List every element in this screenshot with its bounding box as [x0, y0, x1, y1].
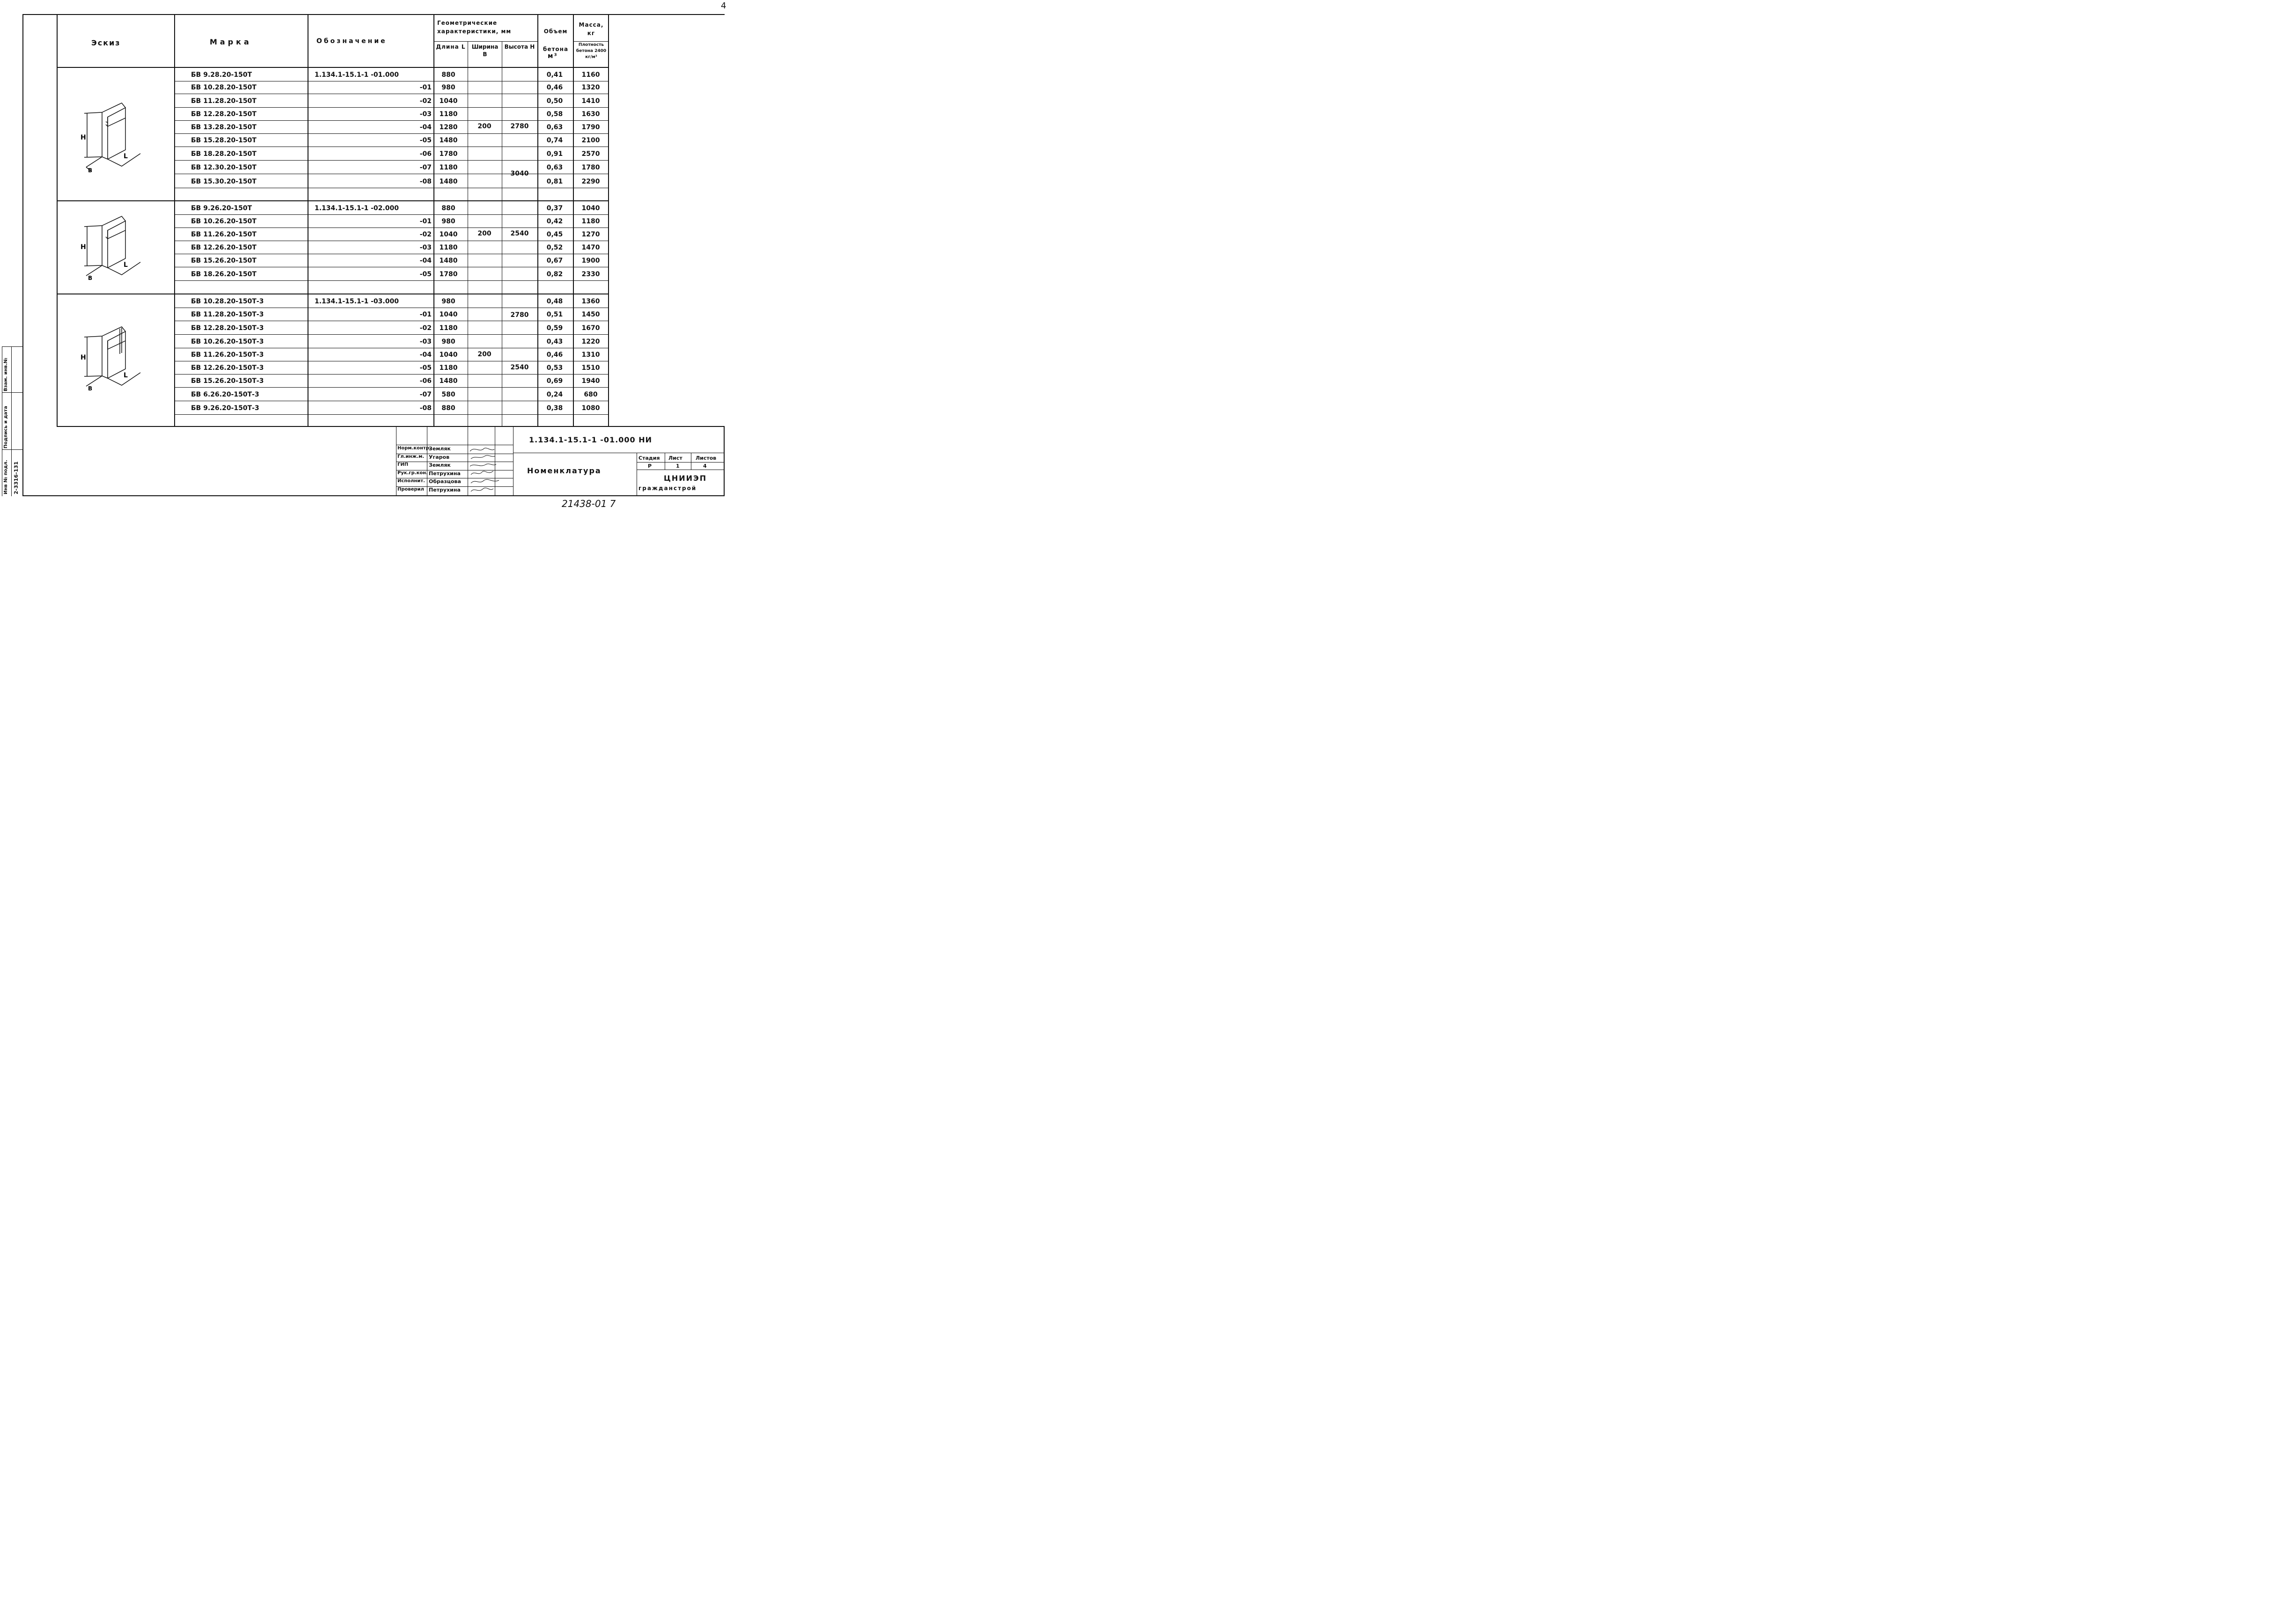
group3-height-a: 2780: [510, 311, 529, 319]
row-mark: БВ 9.28.20-150Т: [191, 71, 252, 79]
row-designation-suffix: -03: [419, 110, 432, 118]
row-designation-suffix: -06: [419, 377, 432, 385]
row-line: [174, 107, 609, 108]
row-mass: 1310: [581, 351, 600, 359]
row-length: 980: [441, 84, 455, 91]
row-volume: 0,91: [546, 150, 563, 158]
header-density: Плотность бетона 2400 кг/м³: [576, 43, 607, 59]
sheet-number: 4: [721, 1, 726, 11]
side-signature-date: Подпись и дата: [3, 406, 8, 448]
frame-right: [724, 426, 725, 496]
row-length: 1780: [439, 150, 458, 158]
svg-text:L: L: [124, 372, 128, 379]
org-name: ЦНИИЭП: [664, 474, 707, 483]
row-designation-suffix: -02: [419, 97, 432, 105]
row-mass: 1470: [581, 244, 600, 251]
row-mark: БВ 15.26.20-150Т: [191, 257, 257, 264]
row-length: 880: [441, 205, 455, 212]
group-separator-1: [57, 200, 609, 201]
row-line: [174, 414, 609, 415]
side-inv-repl: Взам. инв.№: [3, 358, 8, 391]
row-length: 1180: [439, 364, 458, 372]
side-line: [2, 346, 22, 347]
tb-name: Петрухина: [429, 486, 461, 493]
row-mark: БВ 11.28.20-150Т-3: [191, 311, 264, 318]
row-mark: БВ 11.26.20-150Т: [191, 231, 257, 238]
row-mark: БВ 11.26.20-150Т-3: [191, 351, 264, 359]
row-mark: БВ 11.28.20-150Т: [191, 97, 257, 105]
row-length: 1040: [439, 311, 458, 318]
row-mark: БВ 13.28.20-150Т: [191, 124, 257, 131]
row-length: 880: [441, 404, 455, 412]
row-volume: 0,38: [546, 404, 563, 412]
row-volume: 0,67: [546, 257, 563, 264]
row-volume: 0,48: [546, 298, 563, 305]
row-length: 980: [441, 218, 455, 225]
group1-height-b: 3040: [510, 170, 529, 177]
row-mark: БВ 10.26.20-150Т: [191, 218, 257, 225]
row-length: 1480: [439, 257, 458, 264]
row-mass: 2330: [581, 271, 600, 278]
row-line: [174, 133, 609, 134]
side-inv-orig: Инв № подл.: [3, 460, 8, 494]
header-sketch: Эскиз: [91, 38, 121, 47]
row-volume: 0,58: [546, 110, 563, 118]
row-mark: БВ 10.28.20-150Т: [191, 84, 257, 91]
row-designation-suffix: -04: [419, 257, 432, 264]
row-mark: БВ 10.28.20-150Т-3: [191, 298, 264, 305]
row-designation-suffix: -05: [419, 271, 432, 278]
tb-role: ГИП: [397, 462, 409, 467]
header-volume-unit: м³: [548, 52, 558, 60]
row-designation-suffix: -07: [419, 391, 432, 398]
row-mass: 1630: [581, 110, 600, 118]
row-designation-suffix: -05: [419, 364, 432, 372]
row-mass: 1270: [581, 231, 600, 238]
row-mark: БВ 10.26.20-150Т-3: [191, 338, 264, 345]
row-designation-suffix: -08: [419, 404, 432, 412]
svg-text:H: H: [81, 243, 86, 251]
row-mass: 680: [584, 391, 598, 398]
row-designation: 1.134.1-15.1-1 -01.000: [315, 71, 399, 79]
row-length: 1180: [439, 164, 458, 171]
row-mass: 1450: [581, 311, 600, 318]
svg-text:B: B: [88, 167, 93, 174]
table-left: [57, 14, 58, 427]
svg-text:L: L: [124, 261, 128, 269]
row-mass: 1160: [581, 71, 600, 79]
row-designation-suffix: -01: [419, 218, 432, 225]
row-volume: 0,69: [546, 377, 563, 385]
header-length: Длина L: [436, 44, 466, 50]
svg-text:B: B: [88, 385, 93, 392]
svg-text:L: L: [124, 153, 128, 160]
row-mark: БВ 12.26.20-150Т-3: [191, 364, 264, 372]
row-mass: 1790: [581, 124, 600, 131]
row-mass: 2290: [581, 178, 600, 185]
row-designation: 1.134.1-15.1-1 -02.000: [315, 205, 399, 212]
row-mass: 1940: [581, 377, 600, 385]
tb-role: Проверил: [397, 486, 424, 492]
row-mark: БВ 12.28.20-150Т: [191, 110, 257, 118]
row-volume: 0,43: [546, 338, 563, 345]
row-length: 880: [441, 71, 455, 79]
stage-label: Стадия: [638, 455, 660, 461]
sheets-label: Листов: [696, 455, 717, 461]
sketch-label-h: H: [81, 134, 86, 141]
header-designation: Обозначение: [316, 37, 387, 45]
tb-role: Гл.инж.м.: [397, 454, 425, 459]
row-designation-suffix: -06: [419, 150, 432, 158]
sketch-block-3: [75, 322, 145, 392]
row-volume: 0,59: [546, 324, 563, 332]
header-geometry: Геометрические характеристики, мм: [437, 20, 512, 35]
svg-text:H: H: [81, 354, 86, 361]
row-length: 1280: [439, 124, 458, 131]
row-length: 1480: [439, 137, 458, 144]
row-mass: 1080: [581, 404, 600, 412]
row-length: 1480: [439, 178, 458, 185]
row-volume: 0,63: [546, 124, 563, 131]
row-mark: БВ 12.28.20-150Т-3: [191, 324, 264, 332]
row-designation-suffix: -04: [419, 124, 432, 131]
tb-name: Земляк: [429, 446, 451, 452]
row-length: 980: [441, 298, 455, 305]
row-volume: 0,50: [546, 97, 563, 105]
group2-width: 200: [477, 230, 491, 237]
row-mark: БВ 18.26.20-150Т: [191, 271, 257, 278]
group3-width: 200: [477, 351, 491, 358]
side-line: [2, 449, 22, 450]
row-volume: 0,53: [546, 364, 563, 372]
row-line: [174, 334, 609, 335]
frame-bottom: [22, 495, 725, 496]
tb-name: Образцова: [429, 478, 461, 485]
row-mass: 1670: [581, 324, 600, 332]
row-volume: 0,51: [546, 311, 563, 318]
group1-height-a: 2780: [510, 123, 529, 130]
sketch-block-2: [75, 212, 145, 282]
tb-role: Рук.гр.кон.: [397, 470, 428, 476]
row-line: [174, 374, 609, 375]
row-volume: 0,42: [546, 218, 563, 225]
row-volume: 0,46: [546, 84, 563, 91]
row-designation-suffix: -03: [419, 244, 432, 251]
row-volume: 0,37: [546, 205, 563, 212]
row-volume: 0,63: [546, 164, 563, 171]
row-volume: 0,81: [546, 178, 563, 185]
svg-text:B: B: [88, 275, 93, 281]
row-designation-suffix: -05: [419, 137, 432, 144]
row-length: 1180: [439, 110, 458, 118]
doc-title: Номенклатура: [527, 466, 602, 475]
sheets-value: 4: [703, 463, 707, 469]
header-mark: Марка: [210, 37, 252, 46]
doc-code: 1.134.1-15.1-1 -01.000 НИ: [529, 435, 653, 444]
row-length: 580: [441, 391, 455, 398]
footer-number: 21438-01 7: [562, 498, 616, 509]
group2-height: 2540: [510, 230, 529, 237]
row-mass: 1180: [581, 218, 600, 225]
row-mass: 1780: [581, 164, 600, 171]
tb-role: Исполнит.: [397, 478, 425, 484]
row-length: 1040: [439, 231, 458, 238]
side-line: [11, 346, 12, 496]
sheet-value: 1: [676, 463, 680, 469]
header-bottom: [57, 67, 609, 68]
header-volume: Объем бетона: [543, 28, 569, 52]
row-mark: БВ 9.26.20-150Т-3: [191, 404, 259, 412]
row-line: [174, 160, 609, 161]
row-mass: 1510: [581, 364, 600, 372]
table-bottom: [57, 426, 725, 427]
row-length: 1480: [439, 377, 458, 385]
row-mass: 2570: [581, 150, 600, 158]
row-designation-suffix: -02: [419, 231, 432, 238]
tb-name: Угаров: [429, 454, 450, 460]
row-volume: 0,82: [546, 271, 563, 278]
row-mass: 1220: [581, 338, 600, 345]
row-line: [174, 214, 609, 215]
tb-role: Норм.контр.: [397, 446, 431, 451]
row-designation-suffix: -02: [419, 324, 432, 332]
row-mark: БВ 12.30.20-150Т: [191, 164, 257, 171]
row-volume: 0,24: [546, 391, 563, 398]
header-height: Высота H: [504, 44, 535, 50]
frame-left: [22, 14, 23, 496]
row-volume: 0,74: [546, 137, 563, 144]
row-mass: 1900: [581, 257, 600, 264]
mass-subheader-line: [573, 41, 609, 42]
row-length: 1040: [439, 351, 458, 359]
row-length: 1180: [439, 244, 458, 251]
row-mark: БВ 15.28.20-150Т: [191, 137, 257, 144]
row-line: [174, 280, 609, 281]
header-width: Ширина B: [471, 44, 499, 58]
row-mass: 1320: [581, 84, 600, 91]
row-designation-suffix: -08: [419, 178, 432, 185]
tb-name: Земляк: [429, 462, 451, 468]
row-designation-suffix: -04: [419, 351, 432, 359]
header-mass: Масса, кг: [579, 22, 604, 37]
stage-value: Р: [648, 463, 652, 469]
row-designation-suffix: -01: [419, 84, 432, 91]
row-volume: 0,52: [546, 244, 563, 251]
row-designation-suffix: -07: [419, 164, 432, 171]
org-name-2: гражданстрой: [638, 485, 697, 492]
row-mass: 2100: [581, 137, 600, 144]
row-mass: 1410: [581, 97, 600, 105]
row-designation-suffix: -03: [419, 338, 432, 345]
sheet-label: Лист: [668, 455, 682, 461]
frame-top: [22, 14, 725, 15]
row-mass: 1040: [581, 205, 600, 212]
tb-name: Петрухина: [429, 470, 461, 477]
row-mark: БВ 18.28.20-150Т: [191, 150, 257, 158]
row-length: 980: [441, 338, 455, 345]
group3-height-b: 2540: [510, 364, 529, 371]
row-mark: БВ 15.30.20-150Т: [191, 178, 257, 185]
geometry-subheader-line: [433, 41, 538, 42]
row-line: [174, 120, 609, 121]
side-inv-number: 2-3316-131: [13, 461, 19, 494]
row-mass: 1360: [581, 298, 600, 305]
row-designation-suffix: -01: [419, 311, 432, 318]
row-length: 1180: [439, 324, 458, 332]
row-volume: 0,41: [546, 71, 563, 79]
row-mark: БВ 6.26.20-150Т-3: [191, 391, 259, 398]
row-mark: БВ 12.26.20-150Т: [191, 244, 257, 251]
row-volume: 0,46: [546, 351, 563, 359]
sketch-block-1: [75, 98, 145, 178]
group1-width: 200: [477, 123, 491, 130]
row-designation: 1.134.1-15.1-1 -03.000: [315, 298, 399, 305]
row-length: 1040: [439, 97, 458, 105]
side-line: [2, 392, 22, 393]
row-mark: БВ 9.26.20-150Т: [191, 205, 252, 212]
row-length: 1780: [439, 271, 458, 278]
col-line-mark: [174, 14, 175, 427]
row-mark: БВ 15.26.20-150Т-3: [191, 377, 264, 385]
signatures: [468, 445, 506, 496]
tb-line: [637, 462, 725, 463]
row-volume: 0,45: [546, 231, 563, 238]
row-line: [174, 387, 609, 388]
col-line-end: [608, 14, 609, 427]
